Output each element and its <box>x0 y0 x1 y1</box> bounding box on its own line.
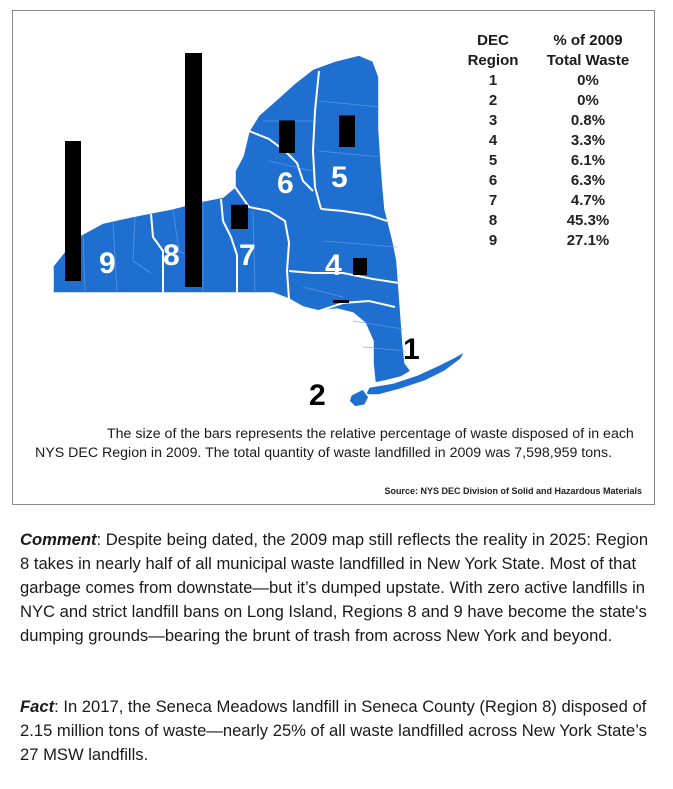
waste-table <box>453 31 653 251</box>
comment-label: Comment <box>20 530 97 549</box>
table-header-row-1 <box>453 31 653 51</box>
bar-region-5 <box>339 115 355 147</box>
region-cell: 7 <box>488 192 498 209</box>
comment-text: : Despite being dated, the 2009 map still reflects the reality in 2025: Region 8 takes in nearly half of all municipal waste landfilled in New York State. Most of that garbage comes from downstate—but it’s dumped upstate. With zero active landfills in NYC and strict landfill bans on Long Island, Regions 8 and 9 have become the state's dumping grounds—bearing the brunt of trash from across New York and beyond. <box>20 530 649 645</box>
comment-paragraph <box>20 528 656 648</box>
pct-cell: 45.3% <box>566 212 610 229</box>
region-label-7: 7 <box>239 239 256 272</box>
map-figure <box>12 10 655 505</box>
table-row <box>453 211 653 231</box>
fact-label: Fact <box>20 697 55 716</box>
bar-region-7 <box>231 205 248 229</box>
bar-region-4 <box>353 258 367 275</box>
bar-region-9 <box>65 141 81 281</box>
region-label-4: 4 <box>325 249 342 282</box>
bar-region-3 <box>333 300 349 303</box>
region-label-8: 8 <box>163 239 180 272</box>
pct-cell: 4.7% <box>570 192 606 209</box>
table-row <box>453 231 653 251</box>
region-cell: 6 <box>488 172 498 189</box>
region-label-2: 2 <box>309 379 326 412</box>
table-row <box>453 171 653 191</box>
map-caption <box>35 425 645 463</box>
header-region-2: Region <box>467 52 519 69</box>
pct-cell: 6.3% <box>570 172 606 189</box>
pct-cell: 0% <box>577 92 599 109</box>
pct-cell: 0.8% <box>570 112 606 129</box>
region-cell: 3 <box>488 112 498 129</box>
region-cell: 4 <box>488 132 498 149</box>
table-row <box>453 111 653 131</box>
bar-region-8 <box>185 53 202 287</box>
bar-region-6 <box>279 120 295 153</box>
region-cell: 8 <box>488 212 498 229</box>
table-row <box>453 151 653 171</box>
table-row <box>453 71 653 91</box>
header-pct-1: % of 2009 <box>553 32 623 49</box>
region-label-6: 6 <box>277 167 294 200</box>
table-row <box>453 191 653 211</box>
header-pct-2: Total Waste <box>546 52 630 69</box>
fact-text: : In 2017, the Seneca Meadows landfill in Seneca County (Region 8) disposed of 2.15 million tons of waste—nearly 25% of all waste landfilled across New York State’s 27 MSW landfills. <box>20 697 647 764</box>
pct-cell: 3.3% <box>570 132 606 149</box>
region-cell: 2 <box>488 92 498 109</box>
region-label-5: 5 <box>331 161 348 194</box>
region-cell: 1 <box>488 72 498 89</box>
region-label-3: 3 <box>331 315 348 348</box>
pct-cell: 27.1% <box>566 232 610 249</box>
header-region-1: DEC <box>477 32 509 49</box>
source-note: Source: NYS DEC Division of Solid and Hazardous Materials <box>384 486 642 496</box>
pct-cell: 6.1% <box>570 152 606 169</box>
region-cell: 5 <box>488 152 498 169</box>
caption-text: The size of the bars represents the relative percentage of waste disposed of in each NYS DEC Region in 2009. The total quantity of waste landfilled in 2009 was 7,598,959 tons. <box>35 426 634 461</box>
table-header-row-2 <box>453 51 653 71</box>
region-cell: 9 <box>488 232 498 249</box>
fact-paragraph <box>20 695 656 767</box>
table-row <box>453 91 653 111</box>
region-label-1: 1 <box>403 333 420 366</box>
pct-cell: 0% <box>577 72 599 89</box>
table-row <box>453 131 653 151</box>
region-label-9: 9 <box>99 247 116 280</box>
